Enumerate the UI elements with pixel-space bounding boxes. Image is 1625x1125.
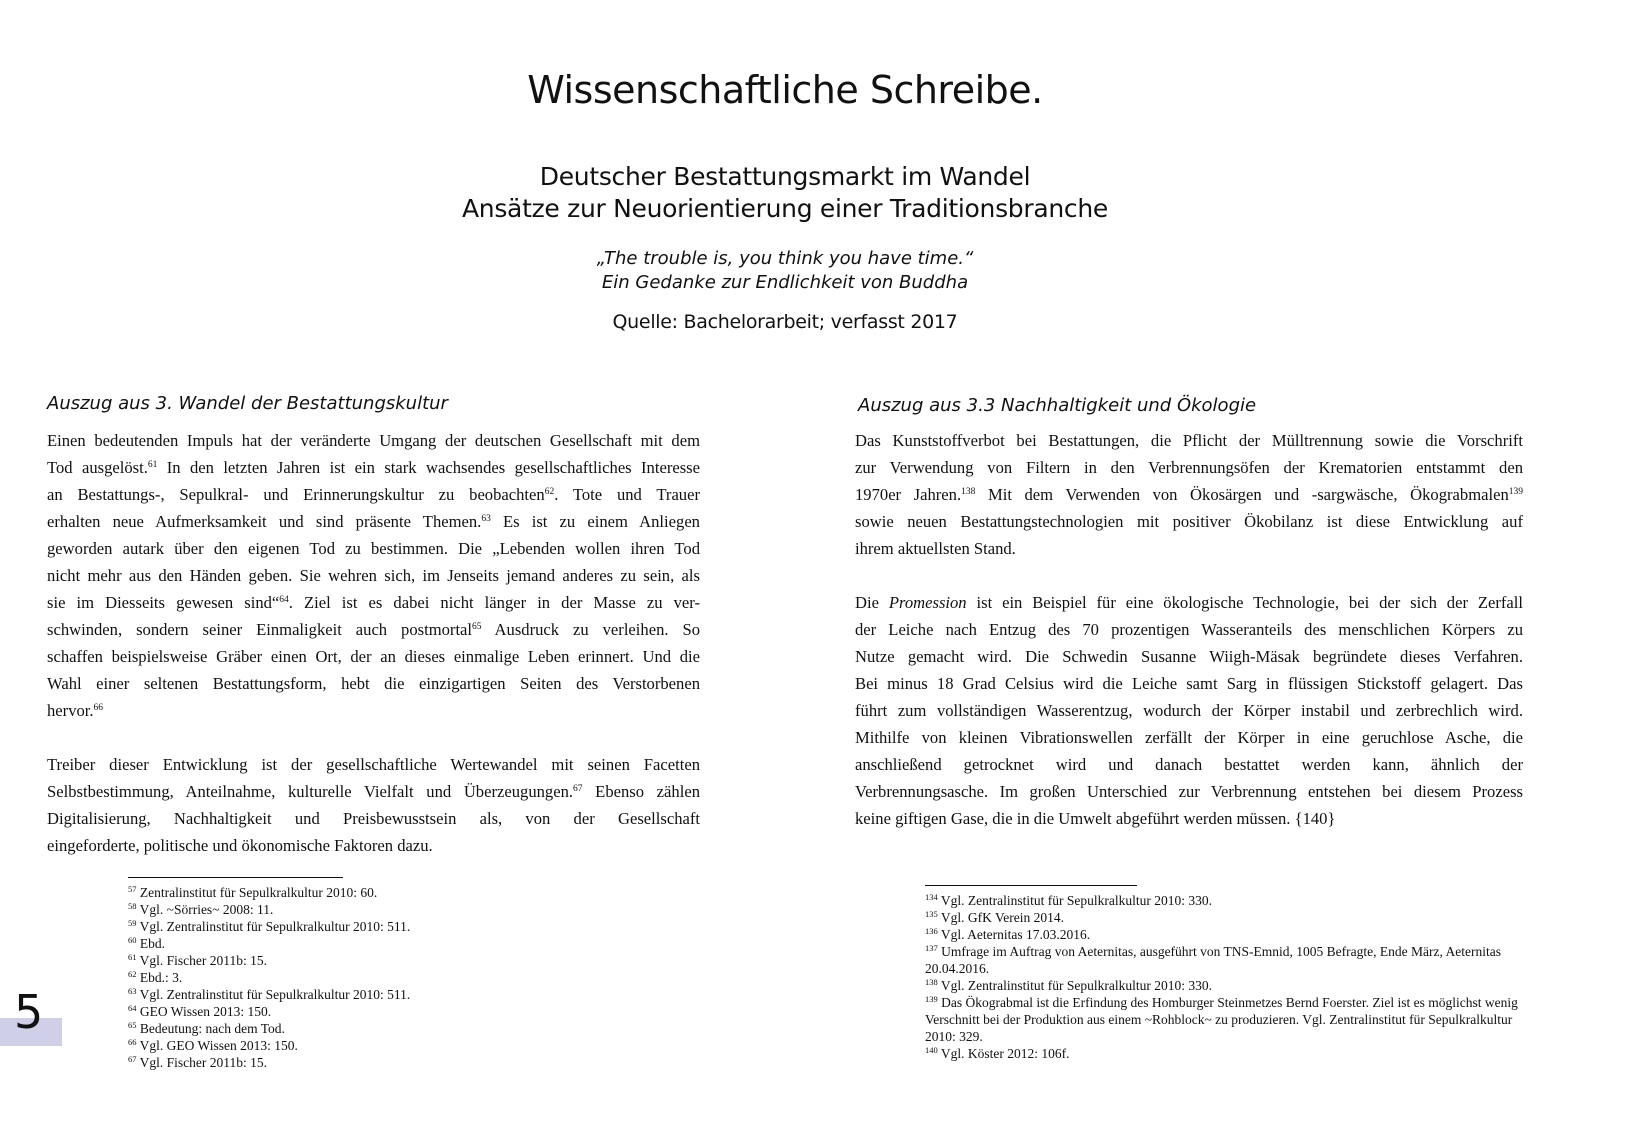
footnote-separator [128,877,343,878]
footnote-number: 59 [128,918,137,928]
left-section-heading: Auszug aus 3. Wandel der Bestattungskultur [47,393,448,414]
text-line: Treiber dieser Entwicklung ist der gesellschaftliche Wertewandel mit seinen Facetten [47,755,700,774]
footnote: $^{65}$ Bedeutung: nach dem Tod. [128,1020,285,1036]
footnote-ref: 139 [1508,487,1523,497]
footnote-number: 67 [128,1054,137,1064]
text-line: ihrem aktuellsten Stand. [855,539,1016,558]
text-line: schwinden, sondern seiner Einmaligkeit auch postmortal$^{65}$ Ausdruck zu verleihen. So [47,620,700,639]
footnote: $^{63}$ Vgl. Zentralinstitut für Sepulkralkultur 2010: 511. [128,986,411,1002]
paragraph [855,427,1523,562]
text-line: an Bestattungs-, Sepulkral- und Erinnerungskultur zu beobachten$^{62}$. Tote und Trauer [47,485,700,504]
footnote-ref: 138 [961,487,976,497]
source-note: Quelle: Bachelorarbeit; verfasst 2017 [612,311,958,333]
text-line: der Leiche nach Entzug des 70 prozentigen Wasseranteils des menschlichen Körpers zu [855,620,1523,639]
footnote-separator [925,885,1137,886]
left-excerpt [47,427,700,859]
text-line: eingeforderte, politische und ökonomische Faktoren dazu. [47,836,433,855]
footnote-ref: 64 [279,595,289,605]
text-line: Nutze gemacht wird. Die Schwedin Susanne Wiigh-Mäsak begründete dieses Verfahren. [855,647,1523,666]
footnote-text: Das Ökograbmal ist die Erfindung des Homburger Steinmetzes Bernd Foerster. Ziel ist es möglichst wenig Verschnitt bei der Produktion aus einem ~Rohblock~ zu produzieren. Vgl. Zentralinstitut für Sepulkralkultur 2010: 329. [925,995,1518,1044]
quote-attribution: Ein Gedanke zur Endlichkeit von Buddha [601,272,969,293]
footnote-number: 60 [128,935,137,945]
page-title: Wissenschaftliche Schreibe. [527,68,1043,112]
paragraph [47,427,700,724]
text-line: Mithilfe von kleinen Vibrationswellen zerfällt der Körper in eine geruchlose Asche, die [855,728,1523,747]
text-line: schaffen beispielsweise Gräber einen Ort, der an dieses einmalige Leben erinnert. Und die [47,647,700,666]
footnote: $^{61}$ Vgl. Fischer 2011b: 15. [128,952,268,968]
footnote-number: 66 [128,1037,137,1047]
document-title: Deutscher Bestattungsmarkt im Wandel [539,162,1031,191]
footnote: $^{64}$ GEO Wissen 2013: 150. [128,1003,272,1019]
footnote [128,901,548,918]
text-line: 1970er Jahren.$^{138}$ Mit dem Verwenden von Ökosärgen und -sargwäsche, Ökograbmalen$^{139}$ [855,485,1523,504]
text-line: führt zum vollständigen Wasserentzug, wodurch der Körper instabil und zerbrechlich wird. [855,701,1523,720]
footnote [925,994,1537,1045]
footnote-number: 139 [925,994,938,1004]
text-line: Das Kunststoffverbot bei Bestattungen, die Pflicht der Mülltrennung sowie die Vorschrift [855,431,1523,450]
footnote: $^{140}$ Vgl. Köster 2012: 106f. [925,1045,1070,1061]
footnote: $^{62}$ Ebd.: 3. [128,969,183,985]
footnote-number: 57 [128,884,137,894]
footnote-ref: 67 [573,784,583,794]
footnote: $^{134}$ Vgl. Zentralinstitut für Sepulkralkultur 2010: 330. [925,892,1212,908]
footnote-number: 136 [925,926,938,936]
footnote-number: 64 [128,1003,137,1013]
quote: „The trouble is, you think you have time.“ [596,248,974,269]
footnote-ref: 66 [93,703,104,713]
left-footnotes [128,884,548,1071]
text-line: Bei minus 18 Grad Celsius wird die Leiche samt Sarg in flüssigen Stickstoff gelagert. Das [855,674,1523,693]
footnote-number: 65 [128,1020,137,1030]
footnote-text: Vgl. ~Sörries~ 2008: 11. [139,902,274,917]
text-line: nicht mehr aus den Händen geben. Sie wehren sich, im Jenseits jemand anderes zu sein, als [47,566,700,585]
text-line: anschließend getrocknet wird und danach bestattet werden kann, ähnlich der [855,755,1523,774]
text-line: hervor.$^{66}$ [47,701,104,720]
right-section-heading: Auszug aus 3.3 Nachhaltigkeit und Ökologie [858,395,1257,416]
document-subtitle: Ansätze zur Neuorientierung einer Traditionsbranche [461,194,1108,223]
footnote: $^{59}$ Vgl. Zentralinstitut für Sepulkralkultur 2010: 511. [128,918,411,934]
footnote-number: 138 [925,977,938,987]
right-footnotes [925,892,1537,1062]
text-line: Einen bedeutenden Impuls hat der veränderte Umgang der deutschen Gesellschaft mit dem [47,431,700,450]
footnote-number: 61 [128,952,137,962]
footnote-number: 134 [925,892,938,902]
paragraph [855,589,1523,832]
footnote: $^{57}$ Zentralinstitut für Sepulkralkultur 2010: 60. [128,884,378,900]
footnote: $^{136}$ Vgl. Aeternitas 17.03.2016. [925,926,1091,942]
paragraph [47,751,700,859]
text-line: sowie neuen Bestattungstechnologien mit positiver Ökobilanz ist diese Entwicklung auf [855,512,1523,531]
right-excerpt [855,427,1523,832]
text-line: Tod ausgelöst.$^{61}$ In den letzten Jahren ist ein stark wachsendes gesellschaftliches Interesse [47,458,701,477]
text-line: erhalten neue Aufmerksamkeit und sind präsente Themen.$^{63}$ Es ist zu einem Anliegen [47,512,700,531]
footnote-number: 137 [925,943,938,953]
footnote: $^{67}$ Vgl. Fischer 2011b: 15. [128,1054,268,1070]
footnote: $^{66}$ Vgl. GEO Wissen 2013: 150. [128,1037,298,1053]
footnote-ref: 61 [147,460,158,470]
footnote-number: 140 [925,1045,938,1055]
footnote-number: 58 [128,901,137,911]
footnote-number: 63 [128,986,137,996]
footnote: $^{138}$ Vgl. Zentralinstitut für Sepulkralkultur 2010: 330. [925,977,1212,993]
text-line: Wahl einer seltenen Bestattungsform, hebt die einzigartigen Seiten des Verstorbenen [47,674,700,693]
footnote-ref: 63 [481,514,491,524]
text-line: Verbrennungsasche. Im großen Unterschied zur Verbrennung entstehen bei diesem Prozess [855,782,1523,801]
text-line: geworden autark über den eigenen Tod zu bestimmen. Die „Lebenden wollen ihren Tod [47,539,700,558]
footnote-number: 62 [128,969,137,979]
footnote: $^{135}$ Vgl. GfK Verein 2014. [925,909,1064,925]
text-line: zur Verwendung von Filtern in den Verbrennungsöfen der Krematorien entstammt den [855,458,1523,477]
text-line: Die Promession ist ein Beispiel für eine ökologische Technologie, bei der sich der Zerfall [855,593,1523,612]
footnote: $^{137}$ Umfrage im Auftrag von Aeternitas, ausgeführt von TNS-Emnid, 1005 Befragte, Ende März, Aeternitas 20.04.2016. [925,943,1501,976]
emphasis: Promession [888,593,967,612]
text-line: Selbstbestimmung, Anteilnahme, kulturelle Vielfalt und Überzeugungen.$^{67}$ Ebenso zählen [47,782,700,801]
footnote-ref: 65 [472,622,482,632]
footnote: $^{60}$ Ebd. [128,935,165,951]
text-line: sie im Diesseits gewesen sind“$^{64}$. Ziel ist es dabei nicht länger in der Masse zu ver- [47,593,700,612]
page-number: 5 [14,985,44,1039]
footnote-ref: 62 [544,487,555,497]
text-line: keine giftigen Gase, die in die Umwelt abgeführt werden müssen. {140} [855,809,1336,828]
text-line: Digitalisierung, Nachhaltigkeit und Preisbewusstsein als, von der Gesellschaft [47,809,700,828]
footnote-number: 135 [925,909,938,919]
